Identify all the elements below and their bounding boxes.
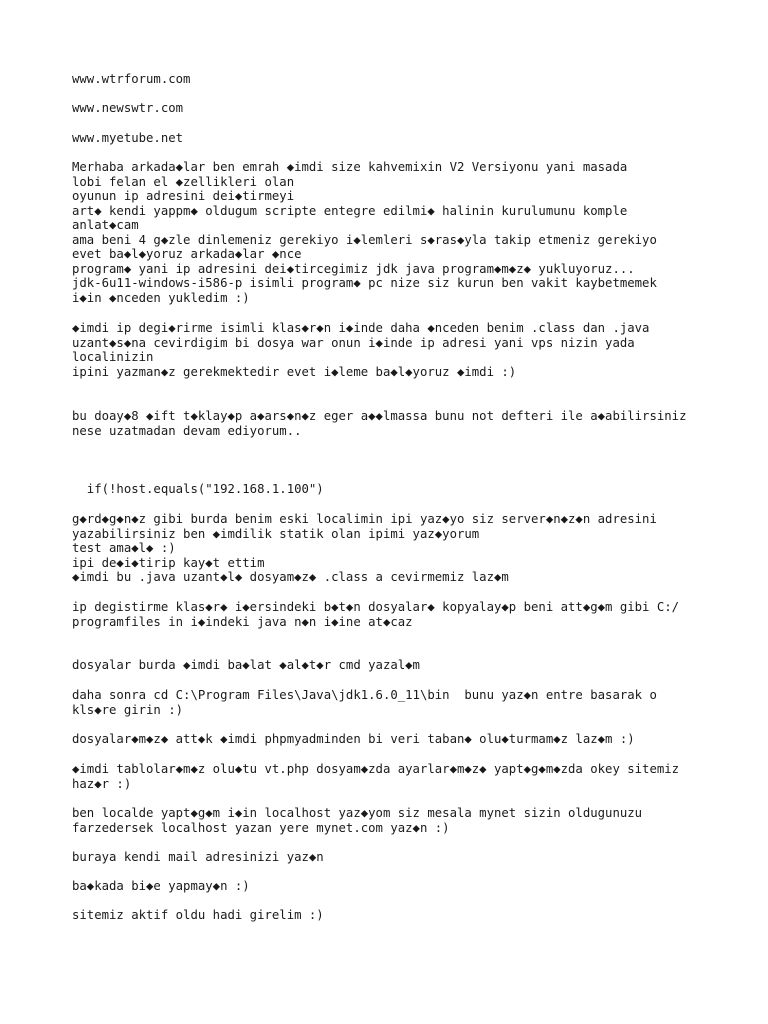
text-line: yazabilirsiniz ben ◆imdilik statik olan ipimi yaz◆yorum	[72, 527, 480, 541]
text-line: uzant◆s◆na cevirdigim bi dosya war onun i◆inde ip adresi yani vps nizin yada	[72, 336, 635, 350]
text-line: localinizin	[72, 350, 154, 364]
text-line: art◆ kendi yappm◆ oldugum scripte entegre edilmi◆ halinin kurulumunu komple	[72, 204, 628, 218]
text-line: lobi felan el ◆zellikleri olan	[72, 175, 295, 189]
text-line: ◆imdi ip degi◆rirme isimli klas◆r◆n i◆inde daha ◆nceden benim .class dan .java	[72, 321, 650, 335]
text-line: buraya kendi mail adresinizi yaz◆n	[72, 850, 324, 864]
site-url-myetube: www.myetube.net	[72, 131, 184, 145]
text-line: nese uzatmadan devam ediyorum..	[72, 424, 302, 438]
text-line: evet ba◆l◆yoruz arkada◆lar ◆nce	[72, 247, 302, 261]
text-line: sitemiz aktif oldu hadi girelim :)	[72, 908, 324, 922]
text-line: ipini yazman◆z gerekmektedir evet i◆leme ba◆l◆yoruz ◆imdi :)	[72, 365, 517, 379]
text-line: Merhaba arkada◆lar ben emrah ◆imdi size kahvemixin V2 Versiyonu yani masada	[72, 160, 628, 174]
text-line: test ama◆l◆ :)	[72, 541, 176, 555]
text-line: programfiles in i◆indeki java n◆n i◆ine at◆caz	[72, 615, 413, 629]
text-line: ip degistirme klas◆r◆ i◆ersindeki b◆t◆n dosyalar◆ kopyalay◆p beni att◆g◆m gibi C:/	[72, 600, 680, 614]
text-line: dosyalar◆m◆z◆ att◆k ◆imdi phpmyadminden bi veri taban◆ olu◆turmam◆z laz◆m :)	[72, 732, 635, 746]
text-line: g◆rd◆g◆n◆z gibi burda benim eski localimin ipi yaz◆yo siz server◆n◆z◆n adresini	[72, 512, 657, 526]
code-line: if(!host.equals("192.168.1.100")	[72, 482, 324, 496]
text-line: ama beni 4 g◆zle dinlemeniz gerekiyo i◆lemleri s◆ras◆yla takip etmeniz gerekiyo	[72, 233, 657, 247]
text-line: kls◆re girin :)	[72, 703, 184, 717]
text-line: anlat◆cam	[72, 218, 139, 232]
text-line: bu doay◆8 ◆ift t◆klay◆p a◆ars◆n◆z eger a◆◆lmassa bunu not defteri ile a◆abilirsiniz	[72, 409, 687, 423]
site-url-newswtr: www.newswtr.com	[72, 101, 184, 115]
text-line: program◆ yani ip adresini dei◆tircegimiz jdk java program◆m◆z◆ yukluyoruz...	[72, 262, 635, 276]
text-line: ◆imdi bu .java uzant◆l◆ dosyam◆z◆ .class a cevirmemiz laz◆m	[72, 570, 509, 584]
text-line: daha sonra cd C:\Program Files\Java\jdk1.6.0_11\bin bunu yaz◆n entre basarak o	[72, 688, 657, 702]
text-line: i◆in ◆nceden yukledim :)	[72, 291, 250, 305]
text-line: ben localde yapt◆g◆m i◆in localhost yaz◆yom siz mesala mynet sizin oldugunuzu	[72, 806, 643, 820]
text-line: jdk-6u11-windows-i586-p isimli program◆ pc nize siz kurun ben vakit kaybetmemek	[72, 276, 657, 290]
text-line: oyunun ip adresini dei◆tirmeyi	[72, 189, 295, 203]
text-line: farzedersek localhost yazan yere mynet.com yaz◆n :)	[72, 821, 450, 835]
text-line: ◆imdi tablolar◆m◆z olu◆tu vt.php dosyam◆zda ayarlar◆m◆z◆ yapt◆g◆m◆zda okey sitemiz	[72, 762, 680, 776]
text-line: dosyalar burda ◆imdi ba◆lat ◆al◆t◆r cmd yazal◆m	[72, 658, 420, 672]
text-line: ipi de◆i◆tirip kay◆t ettim	[72, 556, 265, 570]
site-url-wtrforum: www.wtrforum.com	[72, 72, 191, 86]
text-line: haz◆r :)	[72, 777, 132, 791]
text-line: ba◆kada bi◆e yapmay◆n :)	[72, 879, 250, 893]
